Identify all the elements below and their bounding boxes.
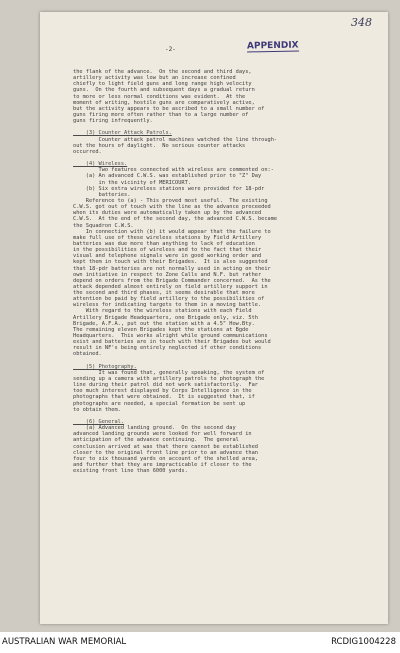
- text-line: photographs are needed, a special formation be sent up: [73, 400, 246, 407]
- text-line: batteries.: [73, 191, 131, 198]
- footer-record-id: RCDIG1004228: [331, 637, 396, 647]
- page-marker: -2-: [165, 46, 176, 53]
- text-line: depend on orders from the Brigade Commander concerned. As the: [73, 277, 271, 284]
- text-line: The remaining eleven Brigades kept the stations at Bgde: [73, 326, 249, 333]
- text-line: attack depended almost entirely on field artillery support in: [73, 283, 268, 290]
- text-line: In connection with (b) it would appear that the failure to: [73, 228, 271, 235]
- page-number: 348: [351, 16, 372, 29]
- text-line: make full use of these wireless stations by Field Artillery: [73, 234, 262, 241]
- text-line: in the possibilities of wireless and to the fact that their: [73, 247, 262, 254]
- text-line: but the activity appears to be ascribed to a small number of: [73, 105, 265, 112]
- text-line: (a) Advanced landing ground. On the second day: [73, 425, 236, 432]
- text-line: attention be paid by field artillery to the possibilities of: [73, 296, 265, 303]
- text-line: Headquarters. This works alright while ground communications: [73, 333, 268, 340]
- text-line: visual and telephone signals were in good working order and: [73, 253, 262, 260]
- text-line: Counter attack patrol machines watched the line through-: [73, 136, 278, 143]
- text-line: moment of writing, hostile guns are comparatively active,: [73, 99, 255, 106]
- archive-footer: [0, 632, 400, 653]
- text-line: wireless for indicating targets to them in a moving battle.: [73, 302, 262, 309]
- text-line: photographs that were obtained. It is suggested that, if: [73, 394, 255, 401]
- text-line: closer to the original front line prior to an advance than: [73, 449, 258, 456]
- text-line: existing front line than 6000 yards.: [73, 468, 188, 475]
- document-page: [40, 12, 388, 624]
- appendix-stamp: APPENDIX: [246, 40, 299, 52]
- text-line: batteries was due more than anything to lack of education: [73, 240, 255, 247]
- text-line: guns firing more often rather than to a large number of: [73, 111, 249, 118]
- text-line: too much interest displayed by Corps Intelligence in the: [73, 388, 252, 395]
- text-line: guns firing infrequently.: [73, 118, 153, 125]
- text-line: to more or less normal conditions was evident. At the: [73, 93, 246, 100]
- text-line: (4) Wireless.: [73, 161, 128, 168]
- text-line: own initiative in respect to Zone Calls and N.F. but rather: [73, 271, 262, 278]
- text-line: four to six thousand yards on account of the shelled area,: [73, 455, 258, 462]
- text-line: the flank of the advance. On the second and third days,: [73, 69, 252, 75]
- text-line: guns. On the fourth and subsequent days a gradual return: [73, 87, 255, 94]
- footer-institution: AUSTRALIAN WAR MEMORIAL: [2, 637, 127, 647]
- text-line: conclusion arrived at was that there cannot be established: [73, 443, 258, 450]
- text-line: (3) Counter Attack Patrols.: [73, 130, 172, 137]
- text-line: advanced landing grounds were looked for well forward in: [73, 431, 252, 438]
- text-line: result in NF's being entirely neglected if other conditions: [73, 345, 262, 352]
- text-line: Two features connected with wireless are commented on:-: [73, 167, 274, 174]
- text-line: chiefly to light field guns and long range high velocity: [73, 81, 252, 88]
- text-line: (b) Six extra wireless stations were provided for 18-pdr: [73, 185, 265, 192]
- text-line: C.W.S. got out of touch with the line as the advance proceeded: [73, 204, 271, 211]
- text-line: line during their patrol did not work satisfactorily. Far: [73, 382, 258, 389]
- text-line: It was found that, generally speaking, the system of: [73, 369, 265, 376]
- text-line: in the vicinity of MERICOURT.: [73, 179, 191, 186]
- typed-body-text: [73, 69, 373, 474]
- text-line: sending up a camera with artillery patrols to photograph the: [73, 376, 265, 383]
- text-line: (a) An advanced C.W.S. was established prior to "Z" Day: [73, 173, 262, 180]
- text-line: anticipation of the advance continuing. The general: [73, 437, 239, 444]
- text-line: out the hours of daylight. No serious counter attacks: [73, 142, 246, 149]
- text-line: Brigade, A.F.A., put out the station with a 4.5" How.Bty.: [73, 320, 255, 327]
- text-line: obtained.: [73, 351, 102, 358]
- text-line: exist and batteries are in touch with their Brigades but would: [73, 339, 271, 346]
- text-line: the Squadron C.W.S.: [73, 222, 134, 229]
- text-line: when its duties were automatically taken up by the advanced: [73, 210, 262, 217]
- text-line: artillery activity was low but an increase confined: [73, 75, 236, 82]
- text-line: to obtain them.: [73, 406, 121, 413]
- text-line: and further that they are impracticable if closer to the: [73, 462, 252, 468]
- text-line: kept them in touch with their Brigades. It is also suggested: [73, 259, 268, 266]
- text-line: that 18-pdr batteries are not normally used in acting on their: [73, 265, 271, 272]
- text-line: (5) Photography.: [73, 363, 137, 370]
- text-line: (6) General.: [73, 419, 125, 426]
- text-line: occurred.: [73, 148, 102, 155]
- text-line: Reference to (a) - This proved most useful. The existing: [73, 197, 268, 204]
- text-line: With regard to the wireless stations with each Field: [73, 308, 252, 315]
- text-line: C.W.S. At the end of the second day, the advanced C.W.S. became: [73, 216, 278, 223]
- text-line: Artillery Brigade Headquarters, one Brigade only, viz. 5th: [73, 314, 258, 321]
- text-line: the second and third phases, it seems desirable that more: [73, 290, 255, 297]
